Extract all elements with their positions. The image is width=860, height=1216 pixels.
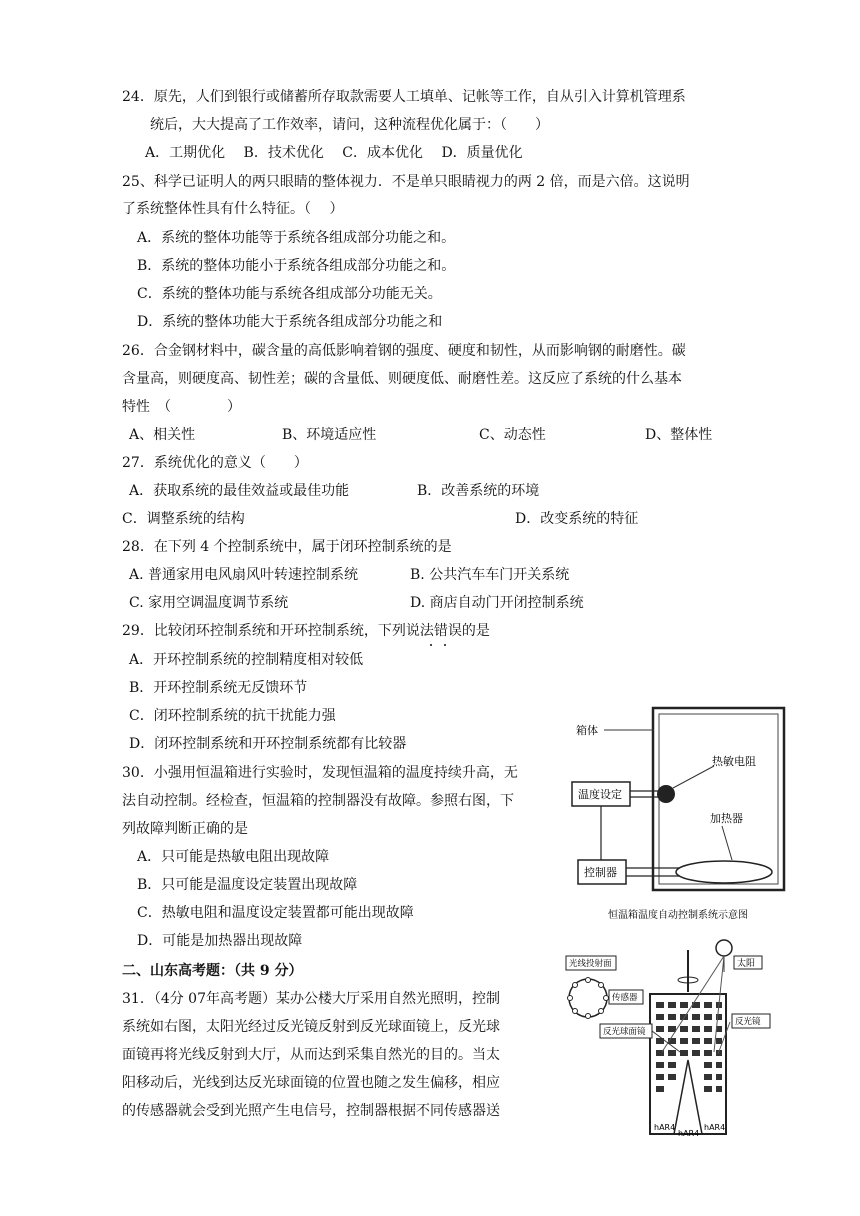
heater xyxy=(676,861,772,883)
q30-line1: 30．小强用恒温箱进行实验时，发现恒温箱的温度持续升高，无 xyxy=(122,765,518,781)
heater-label: 加热器 xyxy=(710,812,743,825)
q25-line2: 了系统整体性具有什么特征。（ ） xyxy=(122,201,344,217)
emphasis-dot xyxy=(444,644,446,646)
q27-option-c: C．调整系统的结构 xyxy=(122,511,245,527)
bottom-mid-label: hAR4 xyxy=(678,1129,700,1138)
q27-line1: 27．系统优化的意义（ ） xyxy=(122,455,308,471)
q25-option-a: A．系统的整体功能等于系统各组成部分功能之和。 xyxy=(137,230,456,246)
q29-option-a: A．开环控制系统的控制精度相对较低 xyxy=(129,652,364,668)
q27-option-a: A．获取系统的最佳效益或最佳功能 xyxy=(129,483,350,499)
q30-line2: 法自动控制。经检查，恒温箱的控制器没有故障。参照右图，下 xyxy=(122,793,514,809)
q26-option-d: D、整体性 xyxy=(645,427,713,443)
q25-option-d: D．系统的整体功能大于系统各组成部分功能之和 xyxy=(137,314,443,330)
q26-line1: 26．合金钢材料中，碳含量的高低影响着钢的强度、硬度和韧性，从而影响钢的耐磨性。碳 xyxy=(122,343,686,359)
q31-line5: 的传感器就会受到光照产生电信号，控制器根据不同传感器送 xyxy=(122,1103,500,1119)
q29-option-c: C．闭环控制系统的抗干扰能力强 xyxy=(129,708,336,724)
section-title: 二、山东高考题：（共 9 分） xyxy=(122,963,303,979)
q31-line2: 系统如右图，太阳光经过反光镜反射到反光球面镜上，反光球 xyxy=(122,1019,500,1035)
q26-line2: 含量高，则硬度高、韧性差；碳的含量低、则硬度低、耐磨性差。这反应了系统的什么基本 xyxy=(122,371,682,387)
box-label: 箱体 xyxy=(576,724,598,737)
q28-option-d: D. 商店自动门开闭控制系统 xyxy=(410,595,584,611)
q30-option-d: D．可能是加热器出现故障 xyxy=(137,933,303,949)
sensor-label: 传感器 xyxy=(612,993,638,1003)
sun xyxy=(716,940,732,956)
q28-option-a: A. 普通家用电风扇风叶转速控制系统 xyxy=(129,567,359,583)
q27-option-b: B．改善系统的环境 xyxy=(417,483,540,499)
controller-label: 控制器 xyxy=(584,866,617,879)
q28-option-b: B. 公共汽车车门开关系统 xyxy=(410,567,570,583)
q30-option-c: C．热敏电阻和温度设定装置都可能出现故障 xyxy=(137,905,414,921)
q31-line1: 31．（4分 07年高考题）某办公楼大厅采用自然光照明，控制 xyxy=(122,991,500,1007)
q29-line1: 29．比较闭环控制系统和开环控制系统，下列说法错误的是 xyxy=(122,623,490,639)
incubator-diagram xyxy=(562,700,794,926)
thermistor xyxy=(657,785,675,803)
q30-option-a: A．只可能是热敏电阻出现故障 xyxy=(137,849,330,865)
q29-option-b: B．开环控制系统无反馈环节 xyxy=(129,680,308,696)
q28-line1: 28．在下列 4 个控制系统中，属于闭环控制系统的是 xyxy=(122,539,452,555)
q24-line1: 24．原先，人们到银行或储蓄所存取款需要人工填单、记帐等工作，自从引入计算机管理系 xyxy=(122,89,686,105)
q31-line3: 面镜再将光线反射到大厅，从而达到采集自然光的目的。当太 xyxy=(122,1047,500,1063)
bottom-right-label: hAR4 xyxy=(704,1123,726,1132)
q24-line2: 统后，大大提高了工作效率，请问，这种流程优化属于：（ ） xyxy=(150,117,549,133)
q26-option-b: B、环境适应性 xyxy=(282,427,377,443)
q26-option-a: A、相关性 xyxy=(129,427,196,443)
q28-option-c: C. 家用空调温度调节系统 xyxy=(129,595,289,611)
q24-options: A．工期优化 B．技术优化 C．成本优化 D．质量优化 xyxy=(145,145,523,161)
sphere-mirror-label: 反光球面镜 xyxy=(603,1027,646,1037)
bottom-left-label: hAR4 xyxy=(654,1123,676,1132)
figure-caption: 恒温箱温度自动控制系统示意图 xyxy=(608,910,748,921)
q30-option-b: B．只可能是温度设定装置出现故障 xyxy=(137,877,358,893)
sun-label: 太阳 xyxy=(737,959,756,969)
q27-option-d: D．改变系统的特征 xyxy=(515,511,639,527)
temp-set-label: 温度设定 xyxy=(578,788,622,801)
emphasis-dot xyxy=(430,644,432,646)
q26-line3: 特性 （ ） xyxy=(122,399,241,415)
projection-label: 光线投射面 xyxy=(569,959,612,969)
q30-line3: 列故障判断正确的是 xyxy=(122,821,248,837)
q29-option-d: D．闭环控制系统和开环控制系统都有比较器 xyxy=(129,736,407,752)
thermistor-label: 热敏电阻 xyxy=(712,755,756,768)
mirror-label: 反光镜 xyxy=(735,1017,761,1027)
q25-line1: 25、科学已证明人的两只眼睛的整体视力．不是单只眼睛视力的两 2 倍，而是六倍。这说明 xyxy=(122,174,690,190)
building-light-diagram xyxy=(562,934,794,1140)
q31-line4: 阳移动后，光线到达反光球面镜的位置也随之发生偏移，相应 xyxy=(122,1075,500,1091)
q26-option-c: C、动态性 xyxy=(479,427,546,443)
q25-option-b: B．系统的整体功能小于系统各组成部分功能之和。 xyxy=(137,258,456,274)
q25-option-c: C．系统的整体功能与系统各组成部分功能无关。 xyxy=(137,286,442,302)
